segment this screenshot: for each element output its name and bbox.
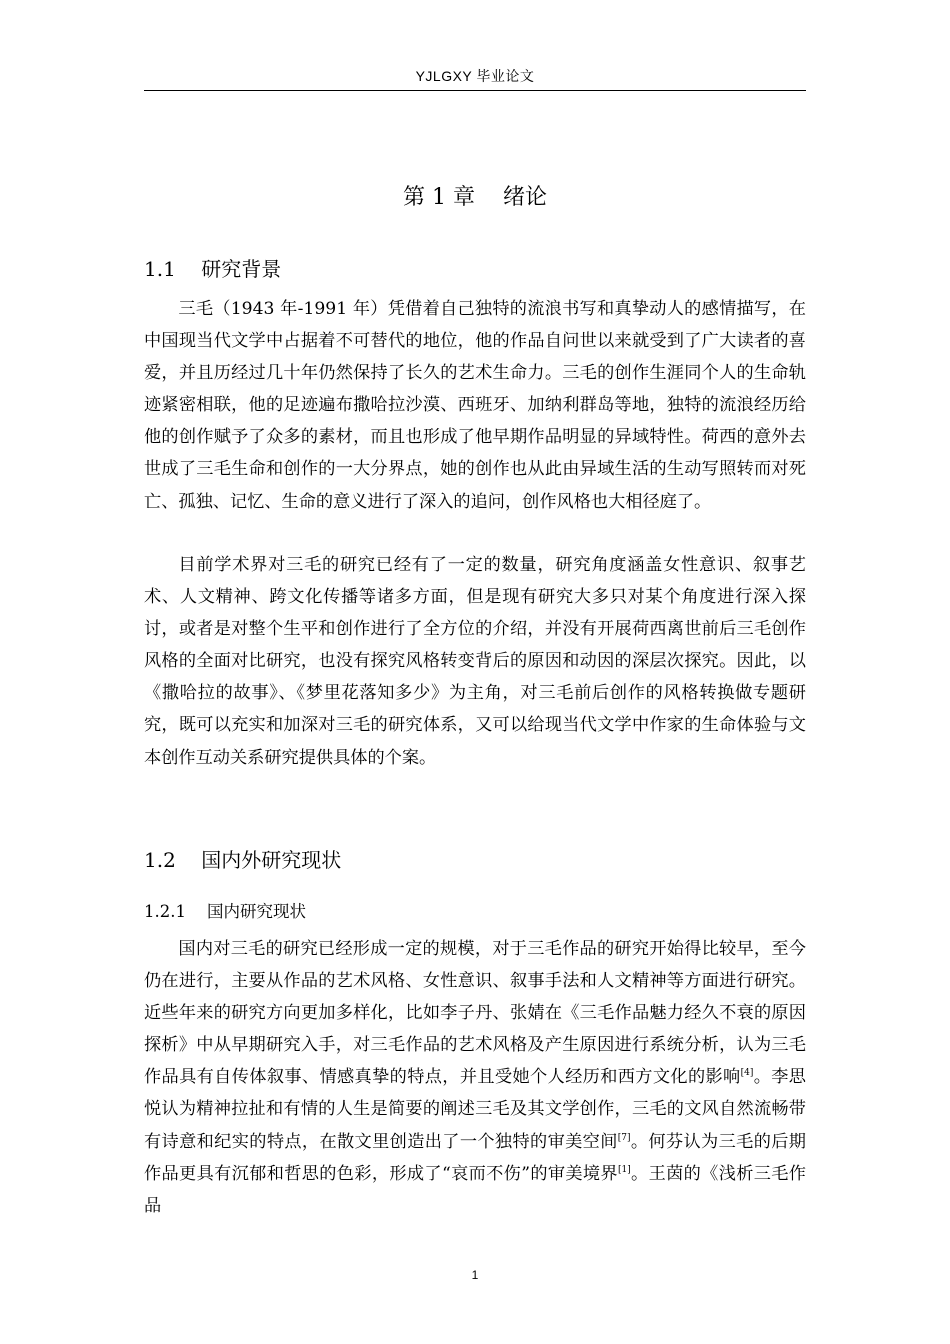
citation-reference: [4] xyxy=(740,1068,754,1079)
paragraph-research-background-1: 三毛（1943 年-1991 年）凭借着自己独特的流浪书写和真挚动人的感情描写，在中国现当代文学中占据着不可替代的地位，他的作品自问世以来就受到了广大读者的喜爱，并且历经过几十年仍然保持了长久的艺术生命力。三毛的创作生涯同个人的生命轨迹紧密相联，他的足迹遍布撒哈拉沙漠、西班牙、加纳利群岛等地，独特的流浪经历给他的创作赋予了众多的素材，而且也形成了他早期作品明显的异域特性。荷西的意外去世成了三毛生命和创作的一大分界点，她的创作也从此由异域生活的生动写照转而对死亡、孤独、记忆、生命的意义进行了深入的追问，创作风格也大相径庭了。 xyxy=(144,299,806,512)
paragraph-text-segment: 国内对三毛的研究已经形成一定的规模，对于三毛作品的研究开始得比较早，至今仍在进行，主要从作品的艺术风格、女性意识、叙事手法和人文精神等方面进行研究。近些年来的研究方向更加多样化，比如李子丹、张婧在《三毛作品魅力经久不衰的原因探析》中从早期研究入手，对三毛作品的艺术风格及产生原因进行系统分析，认为三毛作品具有自传体叙事、情感真挚的特点，并且受她个人经历和西方文化的影响 xyxy=(144,939,806,1088)
page-number: 1 xyxy=(471,1268,479,1282)
chapter-title: 第 1 章 绪论 xyxy=(403,185,547,210)
section-heading-1-2: 1.2 国内外研究现状 xyxy=(144,848,342,872)
paragraph-text-segment: 。王茵的《浅析三毛作品 xyxy=(144,1163,806,1216)
citation-reference: [7] xyxy=(617,1132,631,1143)
paragraph-text-segment: 。李思悦认为精神拉扯和有情的人生是简要的阐述三毛及其文学创作，三毛的文风自然流畅带有诗意和纪实的特点，在散文里创造出了一个独特的审美空间 xyxy=(144,1067,806,1152)
subsection-heading-1-2-1: 1.2.1 国内研究现状 xyxy=(144,902,306,921)
paragraph-research-background-2: 目前学术界对三毛的研究已经有了一定的数量，研究角度涵盖女性意识、叙事艺术、人文精神、跨文化传播等诸多方面，但是现有研究大多只对某个角度进行深入探讨，或者是对整个生平和创作进行了全方位的介绍，并没有开展荷西离世前后三毛创作风格的全面对比研究，也没有探究风格转变背后的原因和动因的深层次探究。因此，以《撒哈拉的故事》、《梦里花落知多少》为主角，对三毛前后创作的风格转换做专题研究，既可以充实和加深对三毛的研究体系，又可以给现当代文学中作家的生命体验与文本创作互动关系研究提供具体的个案。 xyxy=(144,555,806,768)
running-header: YJLGXY 毕业论文 xyxy=(415,68,535,84)
header-divider xyxy=(144,90,806,91)
paragraph-text-segment: 。何芬认为三毛的后期作品更具有沉郁和哲思的色彩，形成了“哀而不伤”的审美境界 xyxy=(144,1131,806,1184)
paragraph-domestic-research xyxy=(144,933,806,1222)
citation-reference: [1] xyxy=(617,1164,631,1175)
section-heading-1-1: 1.1 研究背景 xyxy=(144,257,282,281)
